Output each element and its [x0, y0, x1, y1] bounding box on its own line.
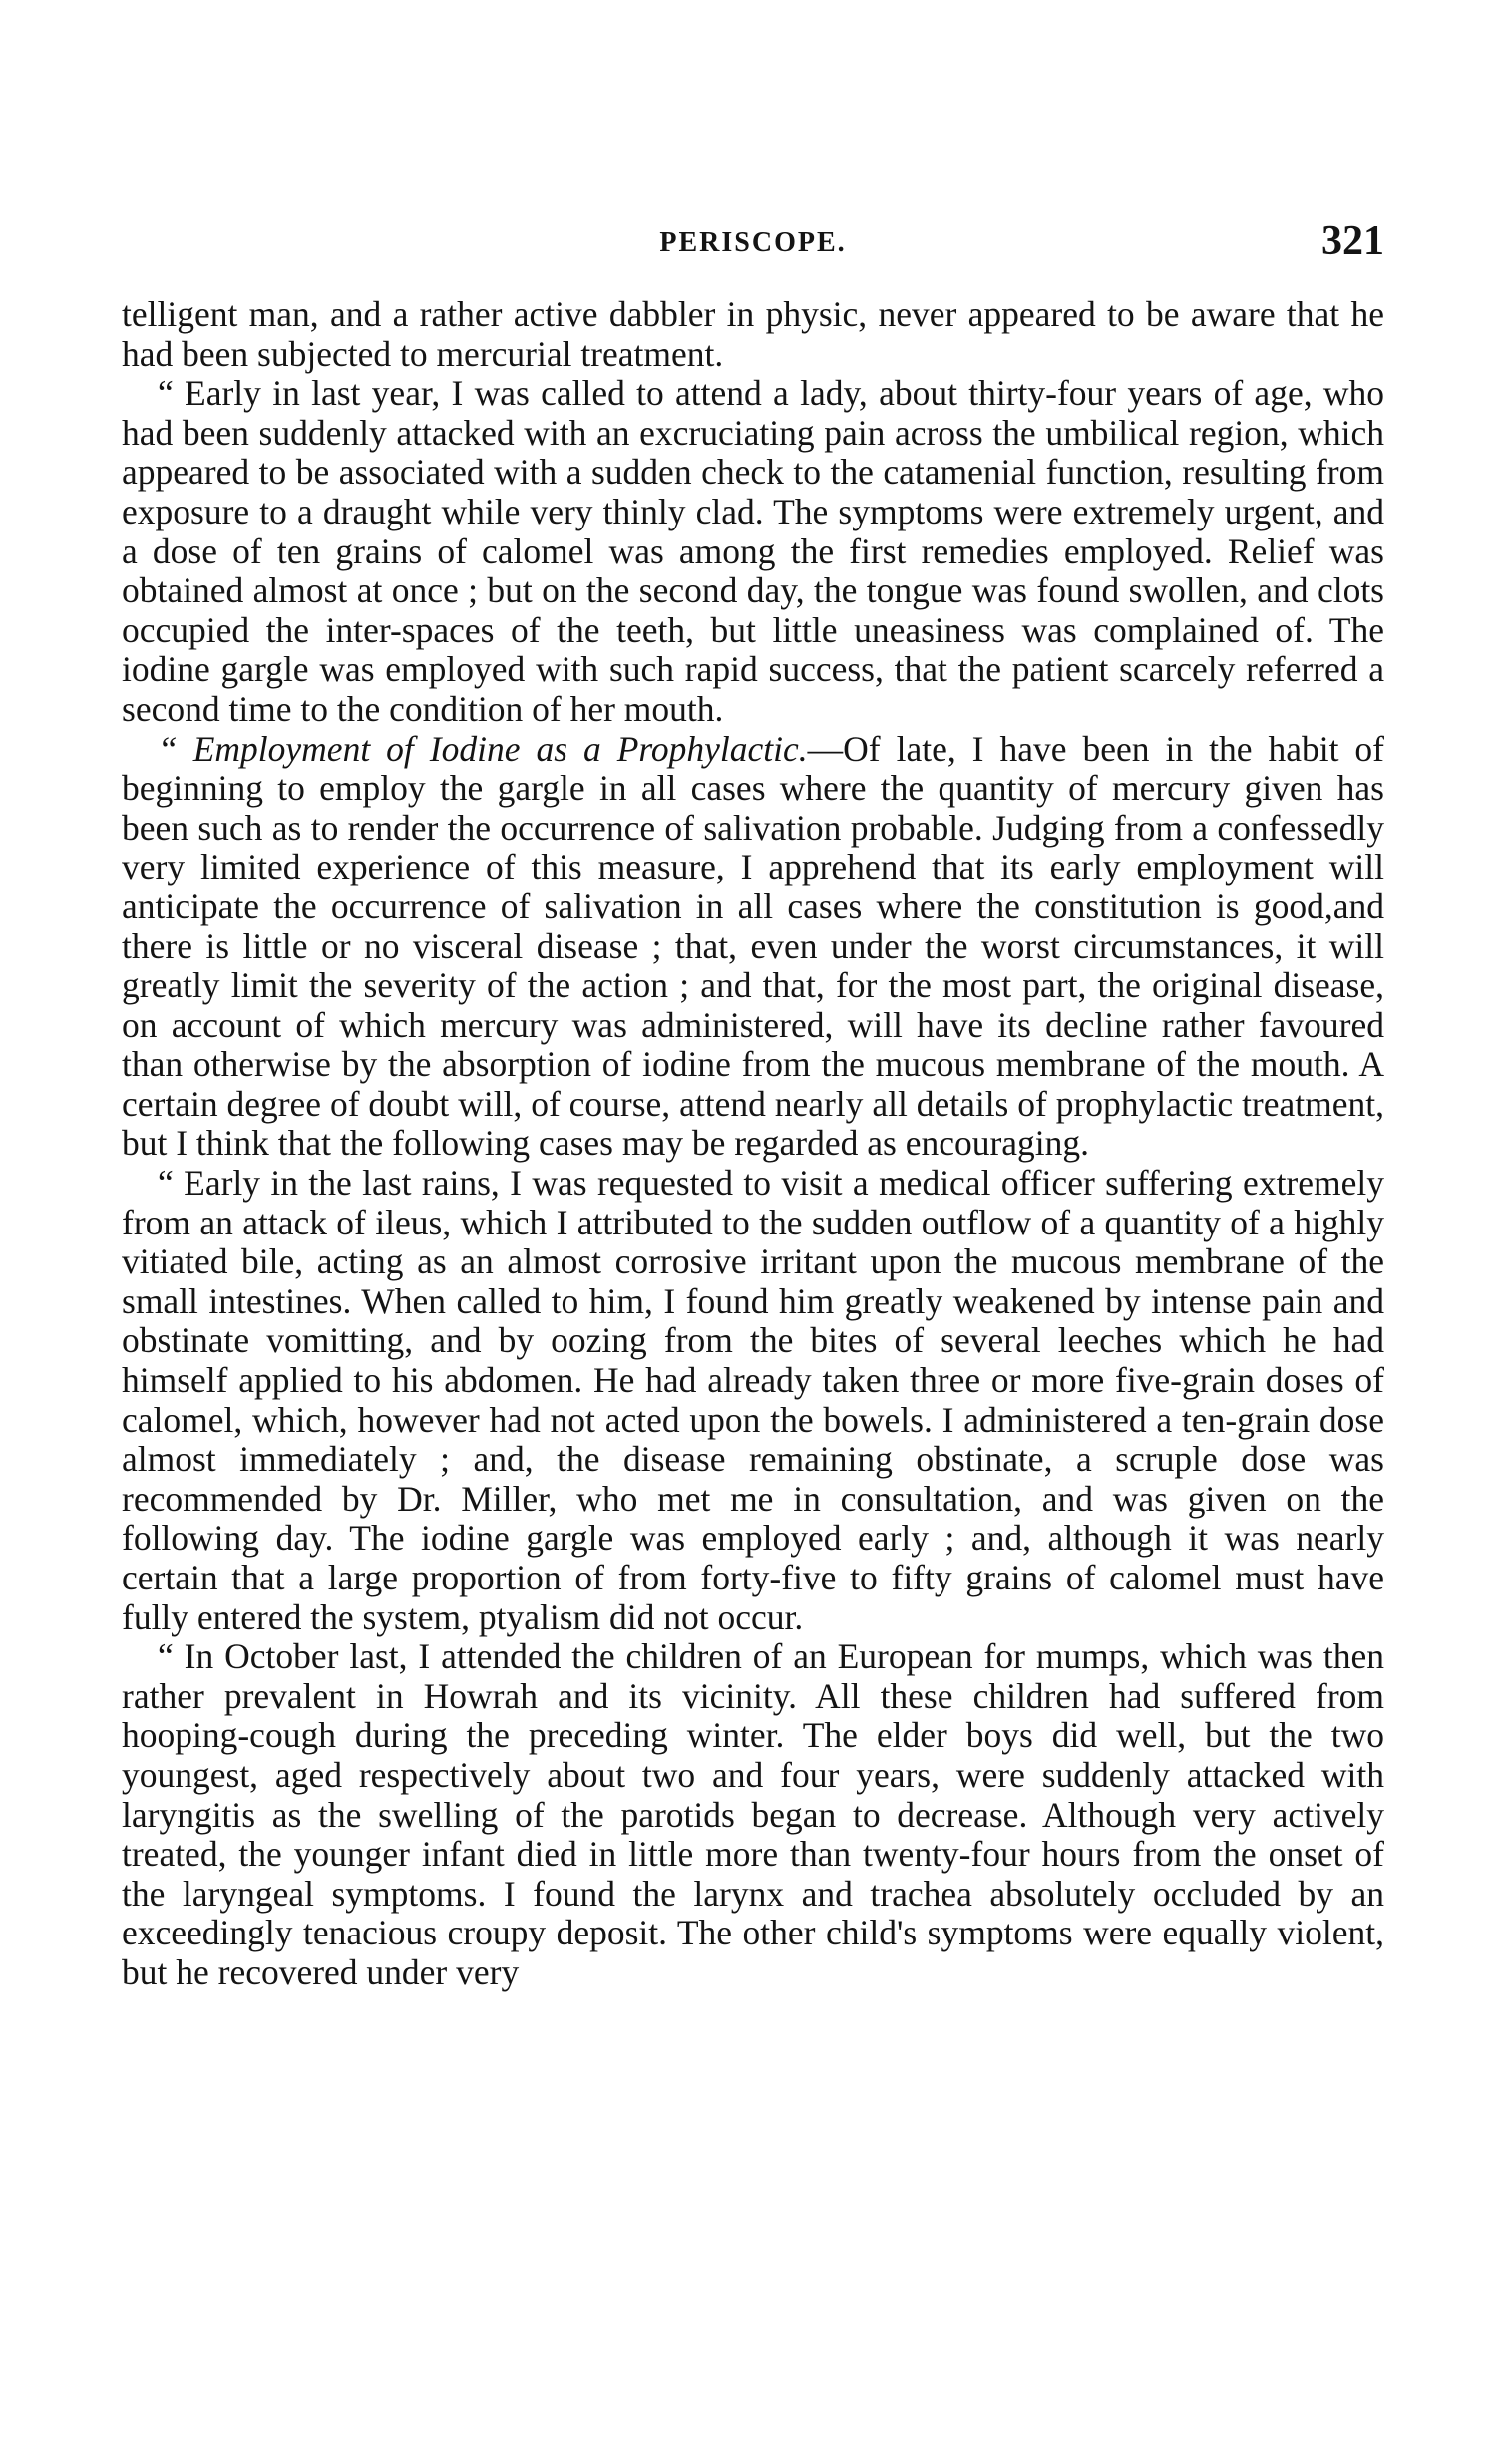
paragraph: “ In October last, I attended the children of an European for mumps, which was then rather prevalent in Howrah and its vicinity. All these children had suffered from hooping-cough during the preceding winter. The elder boys did well, but the two youngest, aged respectively about two and four years, were suddenly attacked with laryngitis as the swelling of the parotids began to decrease. Although very actively treated, the younger infant died in little more than twenty-four hours from the onset of the laryngeal symptoms. I found the larynx and trachea absolutely occluded by an exceedingly tenacious croupy deposit. The other child's symptoms were equally violent, but he recovered under very [122, 1636, 1384, 1992]
paragraph: “ Early in the last rains, I was requested to visit a medical officer suffering extremely from an attack of ileus, which I attributed to the sudden outflow of a quantity of a highly vitiated bile, acting as an almost corrosive irritant upon the mucous membrane of the small intestines. When called to him, I found him greatly weakened by intense pain and obstinate vomitting, and by oozing from the bites of several leeches which he had himself applied to his abdomen. He had already taken three or more five-grain doses of calomel, which, however had not acted upon the bowels. I administered a ten-grain dose almost immediately ; and, the disease remaining obstinate, a scruple dose was recommended by Dr. Miller, who met me in consultation, and was given on the following day. The iodine gargle was employed early ; and, although it was nearly certain that a large proportion of from forty-five to fifty grains of calomel must have fully entered the system, ptyalism did not occur. [122, 1163, 1384, 1637]
paragraph [122, 730, 1384, 1165]
running-head: PERISCOPE. [659, 227, 847, 258]
body-text [122, 295, 1384, 1993]
page-number: 321 [1321, 218, 1384, 264]
paragraph: telligent man, and a rather active dabbler in physic, never appeared to be aware that he had been subjected to mercurial treatment. [122, 294, 1384, 374]
page-header [122, 218, 1384, 287]
paragraph: “ Early in last year, I was called to attend a lady, about thirty-four years of age, who had been suddenly attacked with an excruciating pain across the umbilical region, which appeared to be associated with a sudden check to the catamenial function, resulting from exposure to a draught while very thinly clad. The symptoms were extremely urgent, and a dose of ten grains of calomel was among the first remedies employed. Relief was obtained almost at once ; but on the second day, the tongue was found swollen, and clots occupied the inter-spaces of the teeth, but little uneasiness was complained of. The iodine gargle was employed with such rapid success, that the patient scarcely referred a second time to the condition of her mouth. [122, 373, 1384, 729]
section-heading: “ Employment of Iodine as a Prophylactic. [158, 728, 808, 769]
paragraph-text: —Of late, I have been in the habit of beginning to employ the gargle in all cases where the quantity of mercury given has been such as to render the occurrence of salivation probable. Judging from a confessedly very limited experience of this measure, I apprehend that its early employment will anticipate the occurrence of salivation in all cases where the constitution is good,and there is little or no visceral disease ; that, even under the worst circumstances, it will greatly limit the severity of the action ; and that, for the most part, the original disease, on account of which mercury was administered, will have its decline rather favoured than otherwise by the absorption of iodine from the mucous membrane of the mouth. A certain degree of doubt will, of course, attend nearly all details of prophylactic treatment, but I think that the following cases may be regarded as encouraging. [122, 728, 1384, 1164]
